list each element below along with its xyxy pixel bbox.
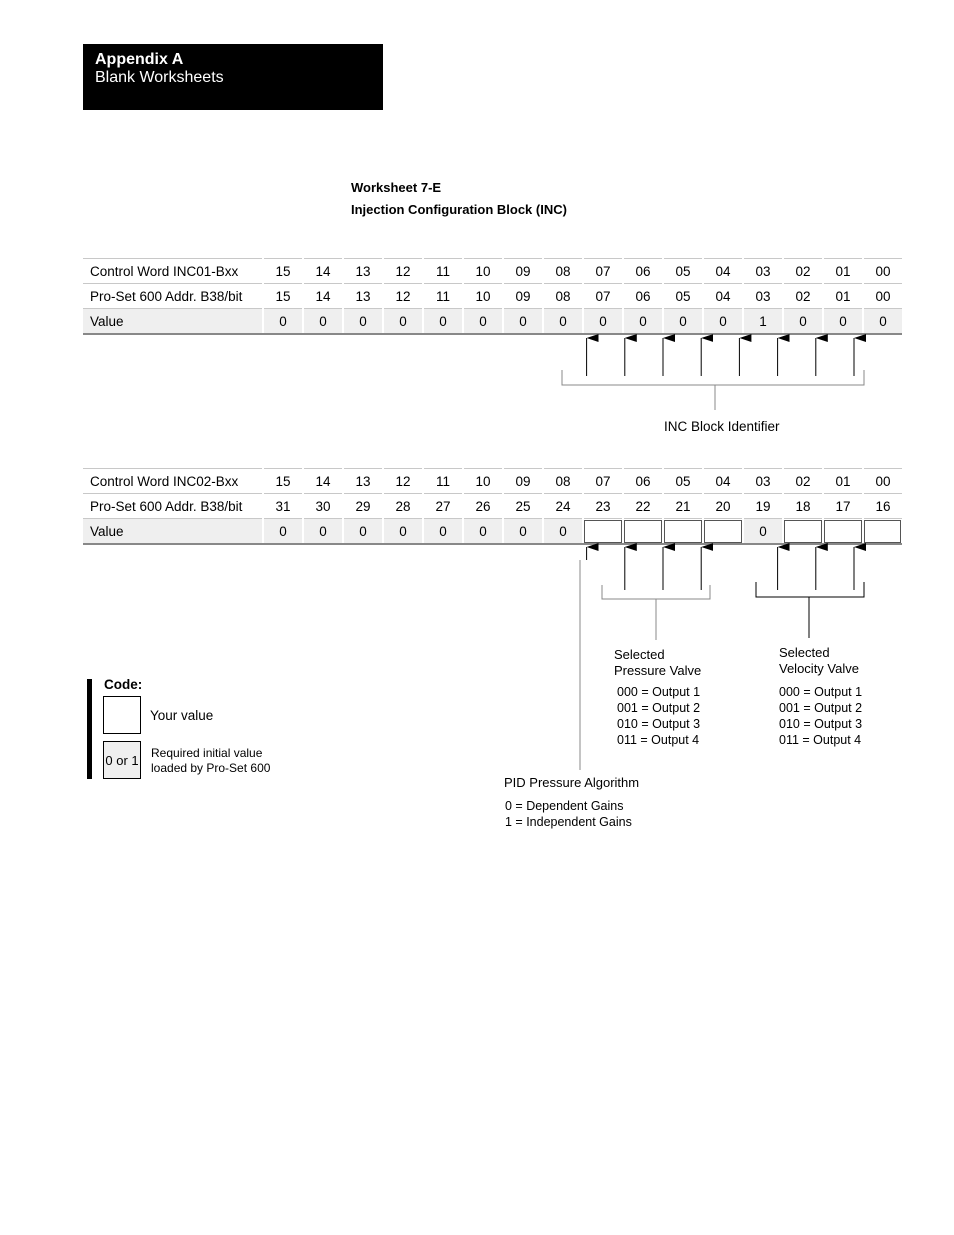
table1-cell: 08 <box>543 284 583 309</box>
table1-cell: 0 <box>263 309 303 335</box>
table2-cell: 28 <box>383 494 423 519</box>
table1-cell: 0 <box>623 309 663 335</box>
table2-cell: 08 <box>543 469 583 494</box>
required-value-box: 0 or 1 <box>103 741 141 779</box>
table2-cell: 19 <box>743 494 783 519</box>
table1-cell: 06 <box>623 259 663 284</box>
code-legend-bar <box>87 679 92 779</box>
table1-cell: 07 <box>583 259 623 284</box>
table2-cell: 22 <box>623 494 663 519</box>
table2-cell: 10 <box>463 469 503 494</box>
table1-cell: 0 <box>543 309 583 335</box>
table1-cell: 0 <box>703 309 743 335</box>
table1-cell: 0 <box>583 309 623 335</box>
table2-cell: 30 <box>303 494 343 519</box>
table1-cell: 0 <box>503 309 543 335</box>
table2-cell: 26 <box>463 494 503 519</box>
table1-cell: 01 <box>823 284 863 309</box>
table1-row-label: Control Word INC01-Bxx <box>83 259 263 284</box>
table2-cell: 0 <box>743 519 783 545</box>
required-value-label: Required initial value loaded by Pro-Set 600 <box>151 746 271 775</box>
table1-cell: 0 <box>423 309 463 335</box>
table2-cell: 01 <box>823 469 863 494</box>
table2-cell: 0 <box>263 519 303 545</box>
table1-cell: 02 <box>783 259 823 284</box>
pressure-valve-title: Selected Pressure Valve <box>614 647 702 678</box>
inc-block-bracket <box>562 370 864 385</box>
table1-cell: 15 <box>263 259 303 284</box>
table1-cell: 07 <box>583 284 623 309</box>
table2-cell: 27 <box>423 494 463 519</box>
table1-cell: 11 <box>423 284 463 309</box>
table1-cell: 02 <box>783 284 823 309</box>
table1-cell: 13 <box>343 259 383 284</box>
table1-cell: 13 <box>343 284 383 309</box>
worksheet-title: Injection Configuration Block (INC) <box>351 202 567 217</box>
table1-cell: 0 <box>863 309 902 335</box>
table2-cell: 04 <box>703 469 743 494</box>
inc-block-identifier-label: INC Block Identifier <box>664 419 780 434</box>
table1-cell: 01 <box>823 259 863 284</box>
table1-cell: 04 <box>703 259 743 284</box>
table2-cell: 0 <box>503 519 543 545</box>
table2-cell: 15 <box>263 469 303 494</box>
pressure-valve-bracket <box>602 585 710 599</box>
table1-cell: 08 <box>543 259 583 284</box>
table1-cell: 0 <box>343 309 383 335</box>
table1-cell: 12 <box>383 259 423 284</box>
table1-cell: 11 <box>423 259 463 284</box>
table2-row-label: Pro-Set 600 Addr. B38/bit <box>83 494 263 519</box>
table1-cell: 0 <box>463 309 503 335</box>
table2-cell: 02 <box>783 469 823 494</box>
table2-cell: 21 <box>663 494 703 519</box>
table1-cell: 12 <box>383 284 423 309</box>
worksheet-number: Worksheet 7-E <box>351 180 442 195</box>
table2-cell: 29 <box>343 494 383 519</box>
table2-cell: 20 <box>703 494 743 519</box>
table1-cell: 00 <box>863 259 902 284</box>
table1-cell: 14 <box>303 259 343 284</box>
pid-options: 0 = Dependent Gains 1 = Independent Gains <box>505 799 632 829</box>
table2-cell: 16 <box>863 494 902 519</box>
section-title: Blank Worksheets <box>95 69 224 86</box>
table1-cell: 05 <box>663 284 703 309</box>
table1-cell: 0 <box>303 309 343 335</box>
table2-cell: 12 <box>383 469 423 494</box>
table2-cell: 0 <box>383 519 423 545</box>
pressure-valve-options: 000 = Output 1 001 = Output 2 010 = Output 3 011 = Output 4 <box>617 685 701 747</box>
table2-cell: 05 <box>663 469 703 494</box>
table2-cell: 23 <box>583 494 623 519</box>
table1-cell: 0 <box>823 309 863 335</box>
your-value-label: Your value <box>150 708 214 723</box>
table1-cell: 05 <box>663 259 703 284</box>
table1-cell: 04 <box>703 284 743 309</box>
table2-cell: 18 <box>783 494 823 519</box>
table2-cell: 07 <box>583 469 623 494</box>
table2-cell: 0 <box>303 519 343 545</box>
table1-cell: 10 <box>463 259 503 284</box>
velocity-valve-bracket <box>756 582 864 597</box>
table2-cell: 06 <box>623 469 663 494</box>
table1-cell: 00 <box>863 284 902 309</box>
table1-cell: 10 <box>463 284 503 309</box>
appendix-title: Appendix A <box>95 51 184 68</box>
table1-cell: 0 <box>663 309 703 335</box>
table1-row-label: Pro-Set 600 Addr. B38/bit <box>83 284 263 309</box>
table2-cell: 24 <box>543 494 583 519</box>
table2-cell: 0 <box>543 519 583 545</box>
table1-cell: 15 <box>263 284 303 309</box>
velocity-valve-options: 000 = Output 1 001 = Output 2 010 = Output 3 011 = Output 4 <box>779 685 863 747</box>
velocity-valve-title: Selected Velocity Valve <box>779 645 859 676</box>
table2-cell: 0 <box>343 519 383 545</box>
table2-cell: 0 <box>423 519 463 545</box>
table1-row-label: Value <box>83 309 263 335</box>
table2-cell: 31 <box>263 494 303 519</box>
table2-cell: 0 <box>463 519 503 545</box>
pid-title: PID Pressure Algorithm <box>504 775 640 790</box>
table1-cell: 1 <box>743 309 783 335</box>
table1-cell: 0 <box>383 309 423 335</box>
your-value-box <box>103 696 141 734</box>
table2-cell: 14 <box>303 469 343 494</box>
table2-cell: 03 <box>743 469 783 494</box>
table2-cell: 13 <box>343 469 383 494</box>
table1-cell: 06 <box>623 284 663 309</box>
table1-cell: 03 <box>743 259 783 284</box>
table2-cell: 00 <box>863 469 902 494</box>
table1-cell: 03 <box>743 284 783 309</box>
table2-cell: 25 <box>503 494 543 519</box>
table2-cell: 17 <box>823 494 863 519</box>
table1-cell: 09 <box>503 259 543 284</box>
code-legend-title: Code: <box>104 677 143 692</box>
table2-row-label: Value <box>83 519 263 545</box>
table1-cell: 09 <box>503 284 543 309</box>
table2-row-label: Control Word INC02-Bxx <box>83 469 263 494</box>
table2-cell: 09 <box>503 469 543 494</box>
table2-cell: 11 <box>423 469 463 494</box>
table1-cell: 14 <box>303 284 343 309</box>
table1-cell: 0 <box>783 309 823 335</box>
